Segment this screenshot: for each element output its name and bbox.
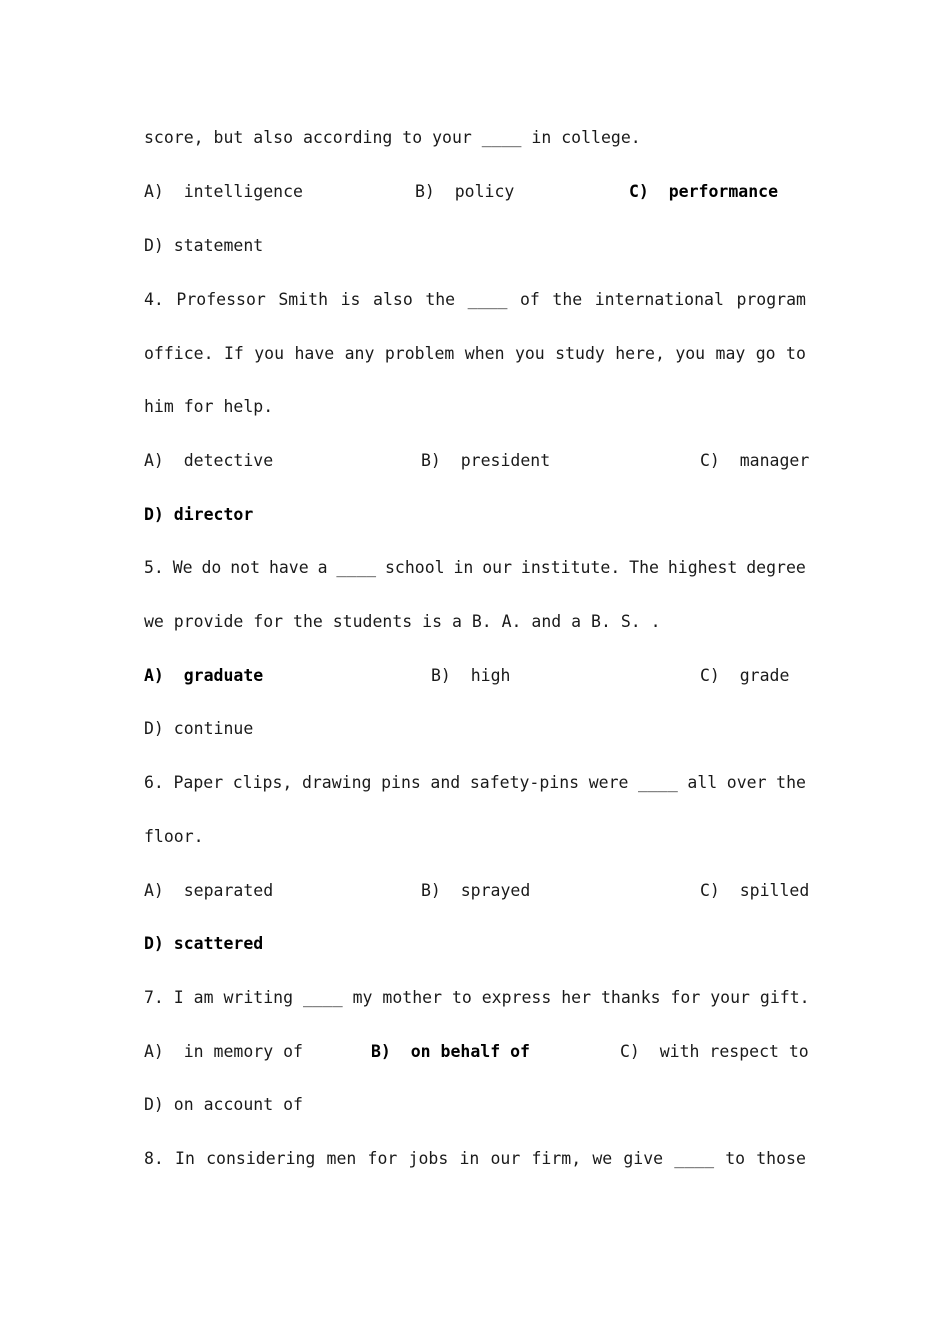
q6-option-a: A) separated bbox=[144, 881, 274, 900]
word: highest bbox=[667, 558, 738, 577]
q4-option-a: A) detective bbox=[144, 451, 274, 470]
word: If bbox=[223, 344, 244, 363]
word: ____ bbox=[336, 558, 377, 577]
word: have bbox=[294, 344, 335, 363]
q5-option-b: B) high bbox=[431, 666, 511, 685]
word: were bbox=[588, 773, 629, 792]
q3-option-d: D) statement bbox=[144, 236, 264, 255]
word: you bbox=[254, 344, 285, 363]
word: pins bbox=[381, 773, 421, 792]
word: clips, bbox=[232, 773, 293, 792]
q4-option-c: C) manager bbox=[700, 451, 810, 470]
q3-option-b: B) policy bbox=[415, 182, 515, 201]
q7-option-a: A) in memory of bbox=[144, 1042, 303, 1061]
word: do bbox=[201, 558, 222, 577]
word: give bbox=[623, 1149, 664, 1168]
word: when bbox=[464, 344, 505, 363]
word: ____ bbox=[638, 773, 678, 792]
word: to bbox=[786, 344, 806, 363]
word: jobs bbox=[408, 1149, 449, 1168]
word: office. bbox=[144, 344, 214, 363]
word: school bbox=[385, 558, 445, 577]
word: drawing bbox=[301, 773, 372, 792]
word: 4. bbox=[144, 290, 164, 309]
word: international bbox=[594, 290, 724, 309]
word: 5. bbox=[144, 558, 164, 577]
word: here, bbox=[615, 344, 665, 363]
q4-option-d-answer: D) director bbox=[144, 505, 254, 524]
q7-option-c: C) with respect to bbox=[620, 1042, 809, 1061]
word: may bbox=[715, 344, 746, 363]
q7-option-b-answer: B) on behalf of bbox=[371, 1042, 530, 1061]
word: ____ bbox=[674, 1149, 715, 1168]
q4-line-2 bbox=[144, 344, 806, 364]
word: study bbox=[555, 344, 605, 363]
word: considering bbox=[206, 1149, 316, 1168]
word: to bbox=[725, 1149, 746, 1168]
word: and bbox=[430, 773, 461, 792]
word: also bbox=[373, 290, 413, 309]
q6-line-1 bbox=[144, 773, 806, 793]
word: is bbox=[340, 290, 361, 309]
q3-option-a: A) intelligence bbox=[144, 182, 303, 201]
word: In bbox=[175, 1149, 195, 1168]
q7-line-1: 7. I am writing ____ my mother to express her thanks for your gift. bbox=[144, 988, 810, 1007]
word: We bbox=[172, 558, 193, 577]
word: over bbox=[726, 773, 767, 792]
q5-option-a-answer: A) graduate bbox=[144, 666, 264, 685]
word: degree bbox=[746, 558, 806, 577]
q6-line-2: floor. bbox=[144, 827, 204, 846]
word: the bbox=[425, 290, 456, 309]
word: Professor bbox=[176, 290, 266, 309]
q7-option-d: D) on account of bbox=[144, 1095, 303, 1114]
word: firm, bbox=[531, 1149, 582, 1168]
q3-option-c-answer: C) performance bbox=[629, 182, 779, 201]
word: those bbox=[756, 1149, 806, 1168]
word: our bbox=[490, 1149, 521, 1168]
word: safety-pins bbox=[469, 773, 580, 792]
word: Paper bbox=[173, 773, 224, 792]
word: Smith bbox=[278, 290, 329, 309]
word: all bbox=[687, 773, 718, 792]
word: a bbox=[317, 558, 328, 577]
word: 8. bbox=[144, 1149, 164, 1168]
q5-option-c: C) grade bbox=[700, 666, 790, 685]
word: problem bbox=[384, 344, 455, 363]
word: 6. bbox=[144, 773, 164, 792]
word: program bbox=[736, 290, 806, 309]
word: go bbox=[755, 344, 776, 363]
word: men bbox=[326, 1149, 357, 1168]
q5-line-1 bbox=[144, 558, 806, 578]
q6-option-b: B) sprayed bbox=[421, 881, 531, 900]
word: the bbox=[776, 773, 806, 792]
q8-line-1 bbox=[144, 1149, 806, 1169]
text-line: score, but also according to your ____ in college. bbox=[144, 128, 641, 147]
word: in bbox=[459, 1149, 480, 1168]
word: we bbox=[592, 1149, 613, 1168]
q4-line-3: him for help. bbox=[144, 397, 274, 416]
word: for bbox=[367, 1149, 398, 1168]
q6-option-d-answer: D) scattered bbox=[144, 934, 264, 953]
q5-line-2: we provide for the students is a B. A. and a B. S. . bbox=[144, 612, 661, 631]
q4-line-1 bbox=[144, 290, 806, 310]
q5-option-d: D) continue bbox=[144, 719, 254, 738]
word: of bbox=[519, 290, 540, 309]
word: any bbox=[344, 344, 375, 363]
word: our bbox=[482, 558, 513, 577]
word: The bbox=[629, 558, 659, 577]
word: not bbox=[230, 558, 261, 577]
word: have bbox=[268, 558, 309, 577]
q4-option-b: B) president bbox=[421, 451, 551, 470]
word: the bbox=[552, 290, 583, 309]
word: you bbox=[514, 344, 545, 363]
word: ____ bbox=[467, 290, 508, 309]
q6-option-c: C) spilled bbox=[700, 881, 810, 900]
word: in bbox=[453, 558, 474, 577]
word: institute. bbox=[520, 558, 621, 577]
word: you bbox=[675, 344, 706, 363]
